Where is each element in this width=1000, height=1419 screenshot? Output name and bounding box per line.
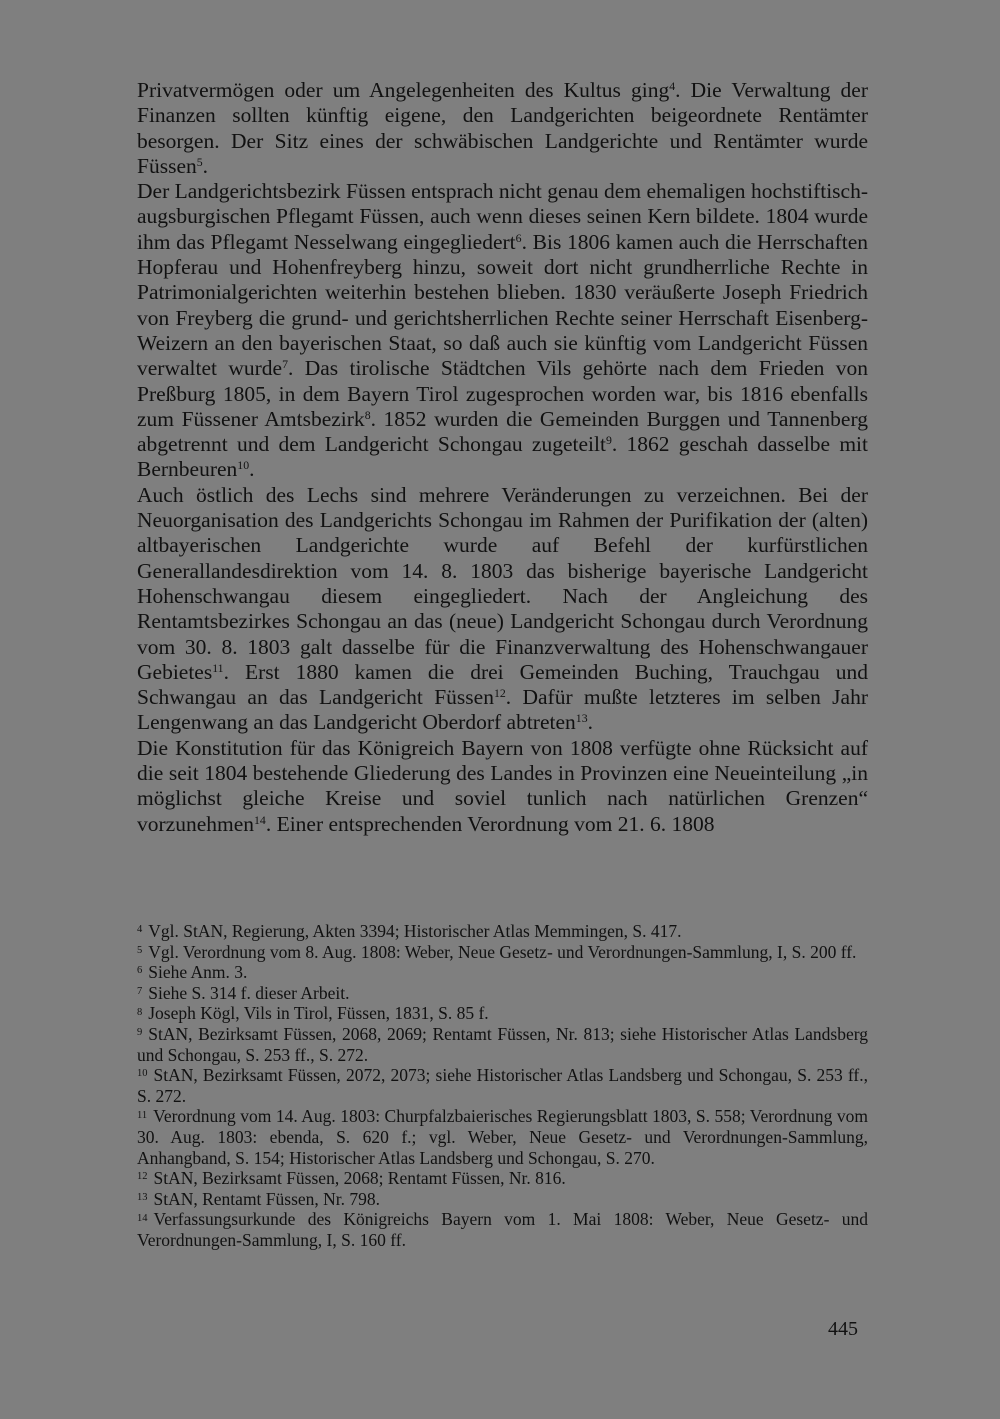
footnote — [137, 1189, 868, 1210]
text-run: . Dafür mußte letzteres im selben Jahr Lengenwang an das Landgericht Oberdorf abtreten — [137, 685, 868, 735]
footnote-marker: 12 — [493, 686, 506, 701]
footnote-marker: 8 — [364, 407, 371, 422]
footnote-marker: 5 — [196, 154, 203, 169]
text-run: . Das tirolische Städtchen Vils gehörte nach dem Frieden von Preßburg 1805, in dem Bayern Tirol zugesprochen worden war, bis 1816 ebenfalls zum Füssener Amtsbezirk — [137, 356, 868, 431]
footnote-text: Joseph Kögl, Vils in Tirol, Füssen, 1831, S. 85 f. — [148, 1003, 489, 1024]
text-run: . 1862 geschah dasselbe mit Bernbeuren — [137, 432, 868, 482]
footnote — [137, 1065, 868, 1106]
footnote-marker: 13 — [575, 711, 588, 726]
footnote — [137, 1003, 868, 1024]
footnote-text: Vgl. StAN, Regierung, Akten 3394; Historischer Atlas Memmingen, S. 417. — [148, 921, 682, 941]
text-run: . — [202, 153, 209, 178]
footnote-marker: 11 — [212, 660, 224, 675]
footnote-number: 7 — [137, 986, 143, 998]
footnote-marker: 4 — [669, 78, 676, 93]
footnote — [137, 1168, 868, 1189]
text-run: . — [249, 457, 255, 482]
text-run: . Die Verwaltung der Finanzen sollten künftig eigene, den Landgerichten beigeordnete Rentämter besorgen. Der Sitz eines der schwäbischen Landgerichte und Rentämter wurde Füssen — [137, 78, 869, 178]
text-run: . — [587, 710, 593, 735]
footnote-marker: 14 — [254, 812, 266, 827]
footnote-marker: 7 — [282, 357, 288, 372]
footnote — [137, 1024, 868, 1065]
footnote — [137, 921, 868, 942]
footnote-marker: 6 — [515, 230, 522, 245]
footnote-number: 5 — [137, 944, 143, 956]
text-run: . 1852 wurden die Gemeinden Burggen und Tannenberg abgetrennt und dem Landgericht Schongau zugeteilt — [137, 406, 868, 457]
footnote — [137, 1209, 868, 1250]
footnote-text: Siehe Anm. 3. — [148, 962, 248, 983]
footnote-marker: 10 — [237, 458, 250, 473]
text-run: Privatvermögen oder um Angelegenheiten des Kultus ging — [137, 78, 670, 102]
footnote-number: 11 — [137, 1109, 148, 1121]
paragraph — [137, 736, 868, 837]
footnote-number: 9 — [137, 1027, 143, 1039]
footnote-number: 8 — [137, 1006, 143, 1018]
footnote-text: StAN, Rentamt Füssen, Nr. 798. — [153, 1188, 381, 1209]
footnote-number: 10 — [137, 1068, 148, 1080]
footnote — [137, 983, 868, 1004]
text-run: Der Landgerichtsbezirk Füssen entsprach nicht genau dem ehemaligen hochstiftisch-augsburgischen Pflegamt Füssen, auch wenn dieses seinen Kern bildete. 1804 wurde ihm das Pflegamt Nesselwang eingegliedert — [137, 179, 868, 254]
paragraph — [137, 483, 868, 736]
text-run: . Einer entsprechenden Verordnung vom 21. 6. 1808 — [265, 811, 715, 836]
footnote-text: StAN, Bezirksamt Füssen, 2068; Rentamt Füssen, Nr. 816. — [153, 1168, 566, 1189]
footnote-text: Siehe S. 314 f. dieser Arbeit. — [148, 982, 350, 1003]
footnote — [137, 1106, 868, 1168]
footnote-number: 6 — [137, 965, 143, 977]
footnote — [137, 942, 868, 963]
page-number: 445 — [828, 1318, 858, 1340]
paragraph — [137, 78, 868, 179]
footnote-number: 13 — [137, 1192, 148, 1203]
paragraph — [137, 179, 868, 483]
text-run: Auch östlich des Lechs sind mehrere Veränderungen zu verzeichnen. Bei der Neuorganisation des Landgerichts Schongau im Rahmen der Purifikation der (alten) altbayerischen Landgerichte wurde auf Befehl der kurfürstlichen Generallandesdirektion vom 14. 8. 1803 das bisherige bayerische Landgericht Hohenschwangau diesem eingegliedert. Nach der Angleichung des Rentamtsbezirkes Schongau an das (neue) Landgericht Schongau durch Verordnung vom 30. 8. 1803 galt dasselbe für die Finanzverwaltung des Hohenschwangauer Gebietes — [137, 482, 868, 684]
footnotes — [137, 921, 868, 1251]
footnote-number: 14 — [137, 1212, 148, 1224]
footnote-number: 12 — [137, 1171, 148, 1183]
footnote-text: Verordnung vom 14. Aug. 1803: Churpfalzbaierisches Regierungsblatt 1803, S. 558; Verordnung vom 30. Aug. 1803: ebenda, S. 620 f.; vgl. Weber, Neue Gesetz- und Verordnungen-Sammlung, Anhangband, S. 154; Historischer Atlas Landsberg und Schongau, S. 270. — [137, 1106, 868, 1168]
footnote — [137, 962, 868, 983]
text-run: . Erst 1880 kamen die drei Gemeinden Buching, Trauchgau und Schwangau an das Landgericht Füssen — [137, 659, 868, 710]
footnote-number: 4 — [137, 924, 143, 936]
footnote-text: Verfassungsurkunde des Königreichs Bayern vom 1. Mai 1808: Weber, Neue Gesetz- und Verordnungen-Sammlung, I, S. 160 ff. — [137, 1209, 868, 1250]
text-run: . Bis 1806 kamen auch die Herrschaften Hopferau und Hohenfreyberg hinzu, soweit dort nicht grundherrliche Rechte in Patrimonialgerichten weiterhin bestehen blieben. 1830 veräußerte Joseph Friedrich von Freyberg die grund- und gerichtsherrlichen Rechte seiner Herrschaft Eisenberg-Weizern an den bayerischen Staat, so daß auch sie künftig vom Landgericht Füssen verwaltet wurde — [137, 229, 869, 381]
body-text — [137, 78, 868, 837]
text-run: Die Konstitution für das Königreich Bayern von 1808 verfügte ohne Rücksicht auf die seit 1804 bestehende Gliederung des Landes in Provinzen eine Neueinteilung „in möglichst gleiche Kreise und soviel tunlich nach natürlichen Grenzen“ vorzunehmen — [137, 735, 868, 836]
footnote-text: Vgl. Verordnung vom 8. Aug. 1808: Weber, Neue Gesetz- und Verordnungen-Sammlung, I, S. 200 ff. — [148, 941, 857, 962]
footnote-marker: 9 — [605, 433, 612, 448]
footnote-text: StAN, Bezirksamt Füssen, 2072, 2073; siehe Historischer Atlas Landsberg und Schongau, S. 253 ff., S. 272. — [137, 1065, 868, 1106]
footnote-text: StAN, Bezirksamt Füssen, 2068, 2069; Rentamt Füssen, Nr. 813; siehe Historischer Atlas Landsberg und Schongau, S. 253 ff., S. 272. — [137, 1023, 868, 1065]
